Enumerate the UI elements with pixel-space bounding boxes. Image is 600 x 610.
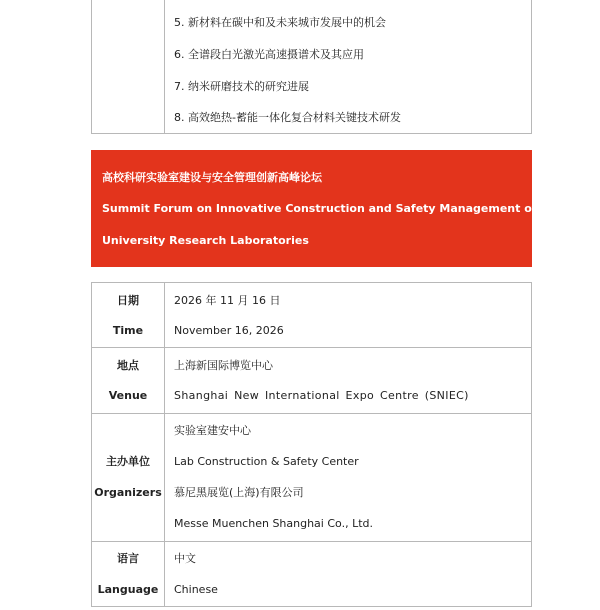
organizers-label-cn: 主办单位 xyxy=(106,455,150,468)
organizer-item: Lab Construction & Safety Center xyxy=(174,455,359,468)
venue-value-en: Shanghai New International Expo Centre (SNIEC) xyxy=(174,389,469,402)
column-divider xyxy=(164,283,165,606)
topic-item: 5. 新材料在碳中和及未来城市发展中的机会 xyxy=(174,16,386,29)
organizers-label-en: Organizers xyxy=(94,486,162,499)
topic-list-table xyxy=(91,0,532,134)
date-value-en: November 16, 2026 xyxy=(174,324,284,337)
topic-item: 7. 纳米研磨技术的研究进展 xyxy=(174,80,309,93)
row-divider xyxy=(92,413,531,414)
organizer-item: 慕尼黑展览(上海)有限公司 xyxy=(174,486,304,499)
date-label-cn: 日期 xyxy=(117,294,139,307)
organizer-item: Messe Muenchen Shanghai Co., Ltd. xyxy=(174,517,373,530)
language-value-en: Chinese xyxy=(174,583,218,596)
organizer-item: 实验室建安中心 xyxy=(174,424,251,437)
topic-item: 6. 全谱段白光激光高速摄谱术及其应用 xyxy=(174,48,364,61)
row-divider xyxy=(92,541,531,542)
language-label-cn: 语言 xyxy=(117,552,139,565)
venue-value-cn: 上海新国际博览中心 xyxy=(174,359,273,372)
forum-info-table xyxy=(91,282,532,607)
language-label-en: Language xyxy=(97,583,159,596)
date-label-en: Time xyxy=(112,324,144,337)
venue-label-en: Venue xyxy=(108,389,148,402)
venue-label-cn: 地点 xyxy=(117,359,139,372)
date-value-cn: 2026 年 11 月 16 日 xyxy=(174,294,281,307)
row-divider xyxy=(92,347,531,348)
forum-title-en-line1: Summit Forum on Innovative Construction and Safety Management of xyxy=(102,202,537,215)
forum-banner xyxy=(91,150,537,267)
language-value-cn: 中文 xyxy=(174,552,196,565)
forum-title-cn: 高校科研实验室建设与安全管理创新高峰论坛 xyxy=(102,171,322,184)
column-divider xyxy=(164,0,165,133)
forum-title-en-line2: University Research Laboratories xyxy=(102,234,309,247)
topic-item: 8. 高效绝热-蓄能一体化复合材料关键技术研发 xyxy=(174,111,401,124)
